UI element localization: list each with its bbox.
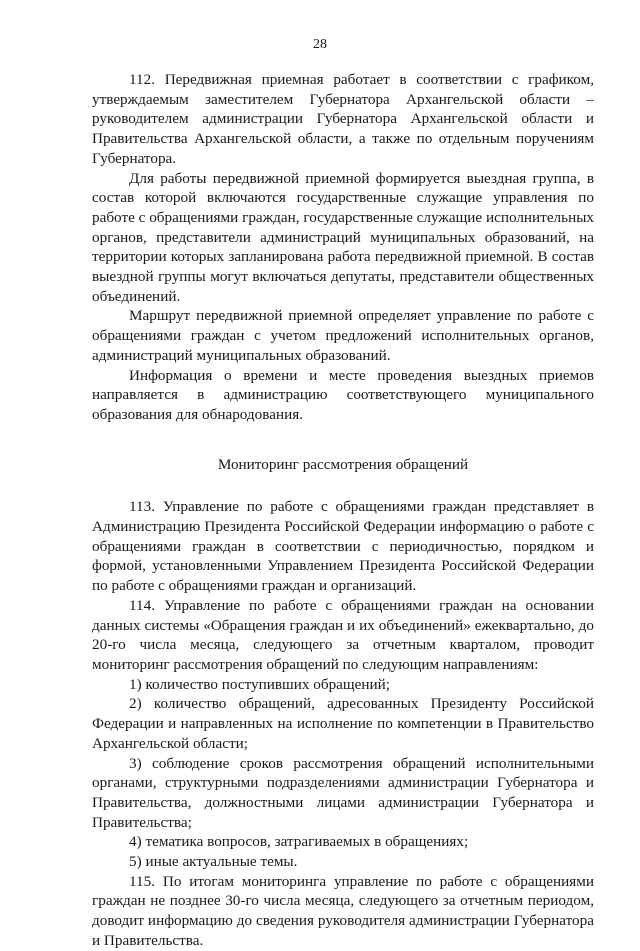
page-number: 28 (313, 37, 327, 52)
paragraph-visiting-group: Для работы передвижной приемной формируется выездная группа, в состав которой включаются государственные служащие управления по работе с обращениями граждан, государственные служащие исполнительных органов, представители администраций муниципальных образований, на территории которых запланирована работа передвижной приемной. В состав выездной группы могут включаться депутаты, представители общественных объединений. (92, 169, 594, 305)
paragraph-115: 115. По итогам мониторинга управление по работе с обращениями граждан не позднее 30-го числа месяца, следующего за отчетным периодом, доводит информацию до сведения руководителя администрации Губернатора и Правительства. (92, 872, 594, 949)
list-item-3: 3) соблюдение сроков рассмотрения обращений исполнительными органами, структурными подразделениями администрации Губернатора и Правительства, должностными лицами администрации Губернатора и Правительства; (92, 754, 594, 831)
paragraph-information: Информация о времени и месте проведения выездных приемов направляется в администрацию соответствующего муниципального образования для обнародования. (92, 366, 594, 423)
list-item-1: 1) количество поступивших обращений; (129, 675, 390, 693)
document-body (92, 70, 594, 951)
paragraph-route: Маршрут передвижной приемной определяет управление по работе с обращениями граждан с учетом предложений исполнительных органов, администраций муниципальных образований. (92, 307, 594, 364)
list-item-4: 4) тематика вопросов, затрагиваемых в обращениях; (129, 833, 469, 851)
list-item-2: 2) количество обращений, адресованных Президенту Российской Федерации и направленных на исполнение по компетенции в Правительство Архангельской области; (92, 695, 594, 752)
paragraph-112: 112. Передвижная приемная работает в соответствии с графиком, утверждаемым заместителем Губернатора Архангельской области – руководителем администрации Губернатора Архангельской области и Правительства Архангельской области, а также по отдельным поручениям Губернатора. (92, 71, 594, 167)
section-heading: Мониторинг рассмотрения обращений (217, 455, 469, 473)
paragraph-114: 114. Управление по работе с обращениями граждан на основании данных системы «Обращения граждан и их объединений» ежеквартально, до 20-го числа месяца, следующего за отчетным кварталом, проводит мониторинг рассмотрения обращений по следующим направлениям: (92, 596, 594, 673)
paragraph-113: 113. Управление по работе с обращениями граждан представляет в Администрацию Президента Российской Федерации информацию о работе с обращениями граждан в соответствии с периодичностью, порядком и формой, установленными Управлением Президента Российской Федерации по работе с обращениями граждан и организаций. (92, 498, 594, 595)
list-item-5: 5) иные актуальные темы. (129, 853, 298, 871)
